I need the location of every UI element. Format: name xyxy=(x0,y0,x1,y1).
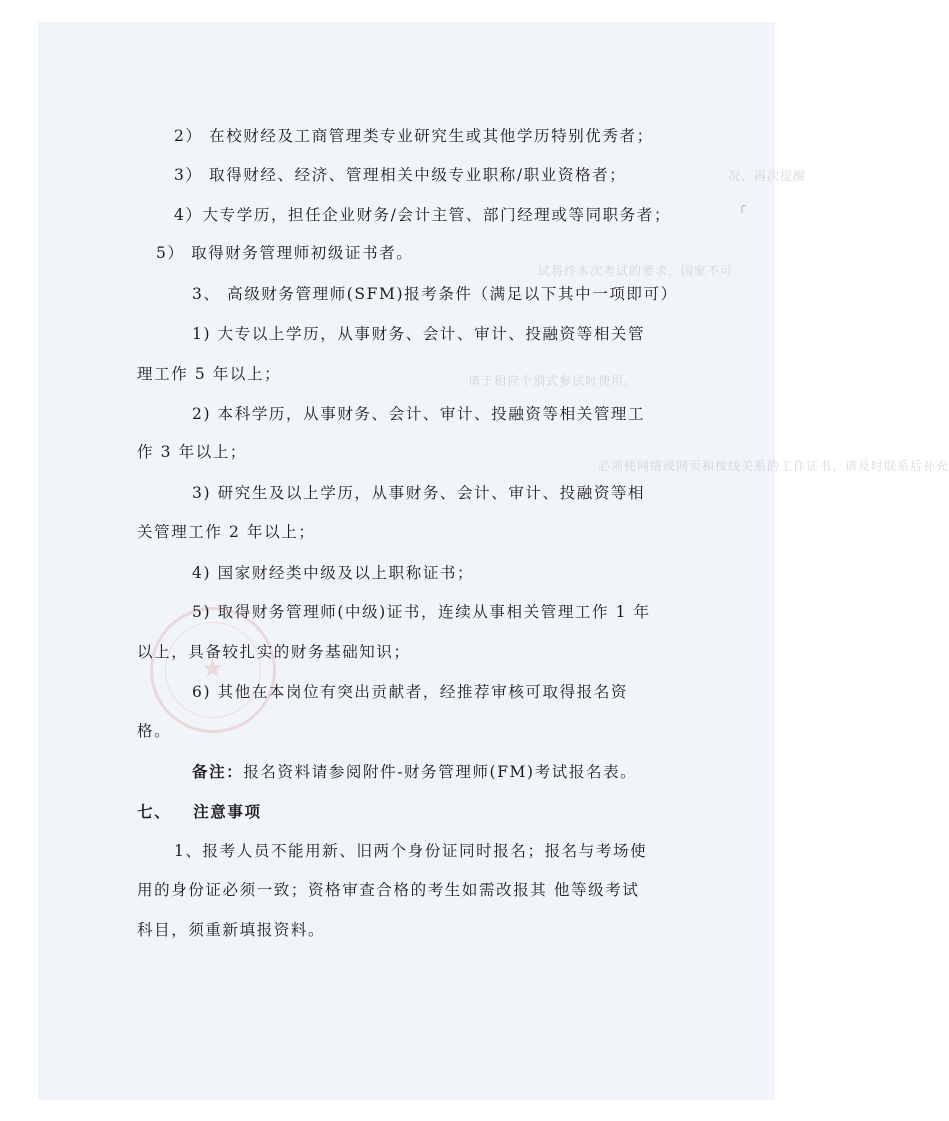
margin-mark: ╭ xyxy=(738,199,746,214)
document-page xyxy=(38,22,949,1100)
text-line: 4）大专学历，担任企业财务/会计主管、部门经理或等同职务者； xyxy=(174,206,672,224)
text-line: 4) 国家财经类中级及以上职称证书； xyxy=(192,564,475,582)
note-line xyxy=(192,762,637,782)
text-line: 2) 本科学历，从事财务、会计、审计、投融资等相关管理工 xyxy=(192,405,646,423)
note-label: 备注： xyxy=(192,762,244,781)
text-line: 1) 大专以上学历，从事财务、会计、审计、投融资等相关管 xyxy=(192,325,646,343)
text-line: 以上，具备较扎实的财务基础知识； xyxy=(137,643,411,661)
text-line: 3) 研究生及以上学历，从事财务、会计、审计、投融资等相 xyxy=(192,484,646,502)
paragraph-line: 用的身份证必须一致；资格审查合格的考生如需改报其 他等级考试 xyxy=(137,881,640,899)
section-title: 注意事项 xyxy=(193,802,262,821)
bleed-through-text: 况，再次提醒 xyxy=(728,169,807,183)
bleed-through-text: 请于相应个别式参试时使用。 xyxy=(468,374,638,388)
paragraph-line: 1、报考人员不能用新、旧两个身份证同时报名；报名与考场使 xyxy=(174,842,648,860)
text-line: 作 3 年以上； xyxy=(137,443,248,461)
note-text-body: 报名资料请参阅附件-财务管理师(FM)考试报名表。 xyxy=(243,763,638,781)
section-number: 七、 xyxy=(137,802,172,821)
text-line: 3） 取得财经、经济、管理相关中级专业职称/职业资格者； xyxy=(174,166,627,184)
section-heading xyxy=(137,802,262,822)
text-line: 6) 其他在本岗位有突出贡献者，经推荐审核可取得报名资 xyxy=(192,683,629,701)
bleed-through-text: 必须使网络或网页和按线关系的工作证书，请及时联系后补充 xyxy=(598,459,949,473)
text-line: 5） 取得财务管理师初级证书者。 xyxy=(156,244,414,262)
text-line: 理工作 5 年以上； xyxy=(137,365,282,383)
text-line: 5) 取得财务管理师(中级)证书，连续从事相关管理工作 1 年 xyxy=(192,603,651,621)
text-line: 2） 在校财经及工商管理类专业研究生或其他学历特别优秀者； xyxy=(174,127,654,145)
stamp-seal: ★ xyxy=(150,607,276,733)
text-line: 3、 高级财务管理师(SFM)报考条件（满足以下其中一项即可） xyxy=(192,285,678,303)
text-line: 关管理工作 2 年以上； xyxy=(137,523,316,541)
bleed-through-text: 试将终本次考试的要求，国家不可 xyxy=(538,264,734,278)
text-line: 格。 xyxy=(137,722,172,740)
paragraph-line: 科目，须重新填报资料。 xyxy=(137,921,326,939)
